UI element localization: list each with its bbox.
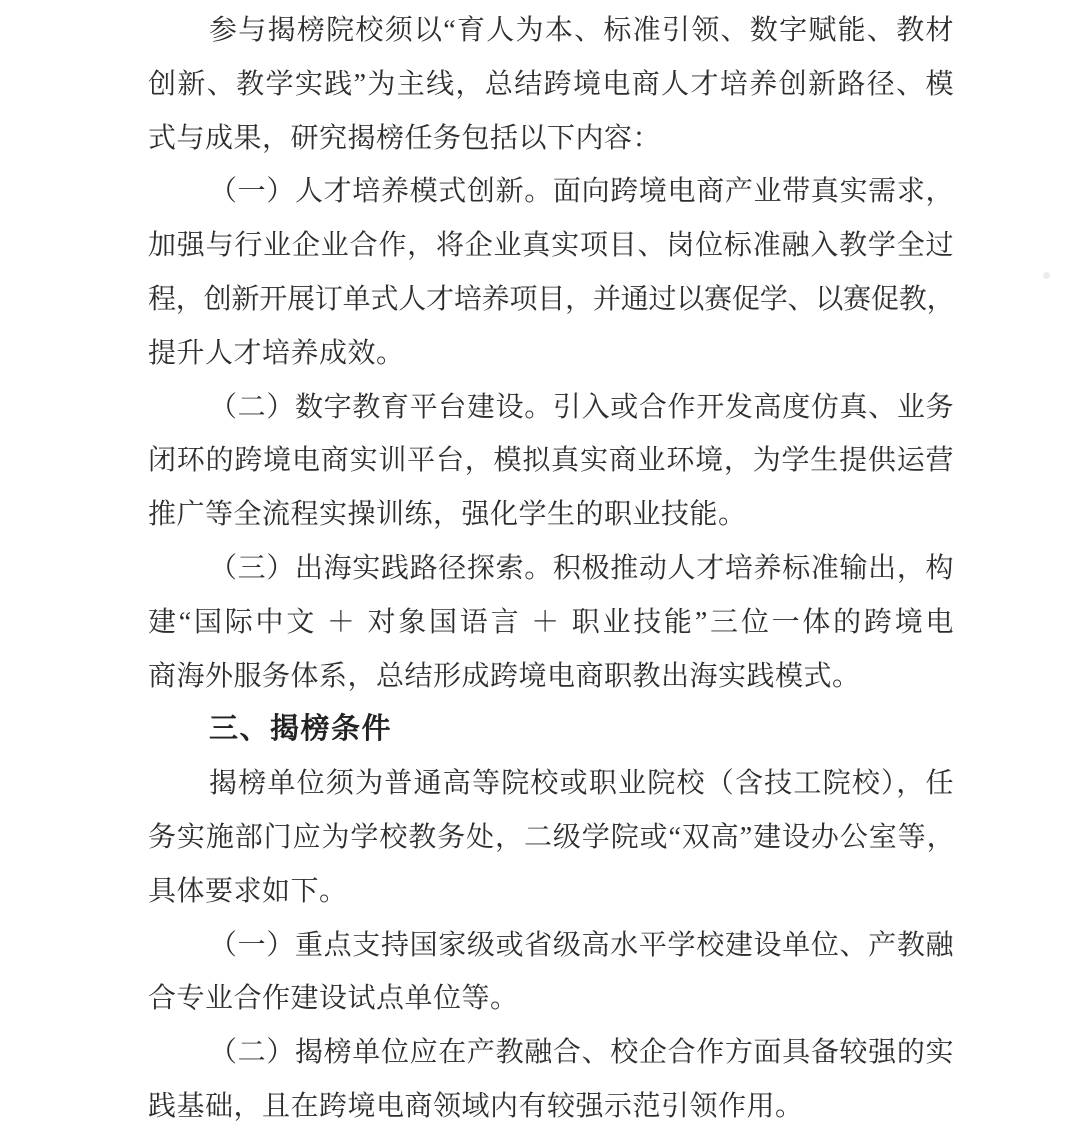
text-line: 创新、教学实践”为主线，总结跨境电商人才培养创新路径、模: [148, 68, 954, 100]
text-line: 提升人才培养成效。: [148, 337, 405, 369]
text-line: 合专业合作建设试点单位等。: [148, 983, 519, 1015]
text-line: 具体要求如下。: [148, 875, 348, 907]
text-line: 推广等全流程实操训练，强化学生的职业技能。: [148, 499, 747, 531]
text-line: 参与揭榜院校须以“育人为本、标准引领、数字赋能、教材: [209, 15, 954, 46]
scan-artifact-speck: [1043, 272, 1050, 279]
text-line: 加强与行业企业合作，将企业真实项目、岗位标准融入教学全过: [148, 230, 954, 262]
text-line: 程，创新开展订单式人才培养项目，并通过以赛促学、以赛促教，: [148, 283, 954, 315]
text-line: （三）出海实践路径探索。积极推动人才培养标准输出，构: [209, 552, 954, 584]
section-heading: 三、揭榜条件: [209, 713, 393, 746]
text-line: （二）数字教育平台建设。引入或合作开发高度仿真、业务: [209, 391, 954, 423]
text-line: （一）人才培养模式创新。面向跨境电商产业带真实需求，: [209, 176, 954, 208]
text-line: 践基础，且在跨境电商领域内有较强示范引领作用。: [148, 1090, 804, 1122]
text-line: 闭环的跨境电商实训平台，模拟真实商业环境，为学生提供运营: [148, 445, 954, 477]
text-line: 揭榜单位须为普通高等院校或职业院校（含技工院校），任: [209, 768, 954, 800]
text-line: （一）重点支持国家级或省级高水平学校建设单位、产教融: [209, 929, 954, 961]
text-line: 建“国际中文 ＋ 对象国语言 ＋ 职业技能”三位一体的跨境电: [148, 606, 954, 638]
text-line: （二）揭榜单位应在产教融合、校企合作方面具备较强的实: [209, 1037, 954, 1069]
document-text-block: [148, 4, 954, 1134]
text-line: 务实施部门应为学校教务处，二级学院或“双高”建设办公室等，: [148, 821, 954, 853]
text-line: 式与成果，研究揭榜任务包括以下内容：: [148, 122, 662, 154]
text-line: 商海外服务体系，总结形成跨境电商职教出海实践模式。: [148, 660, 861, 692]
